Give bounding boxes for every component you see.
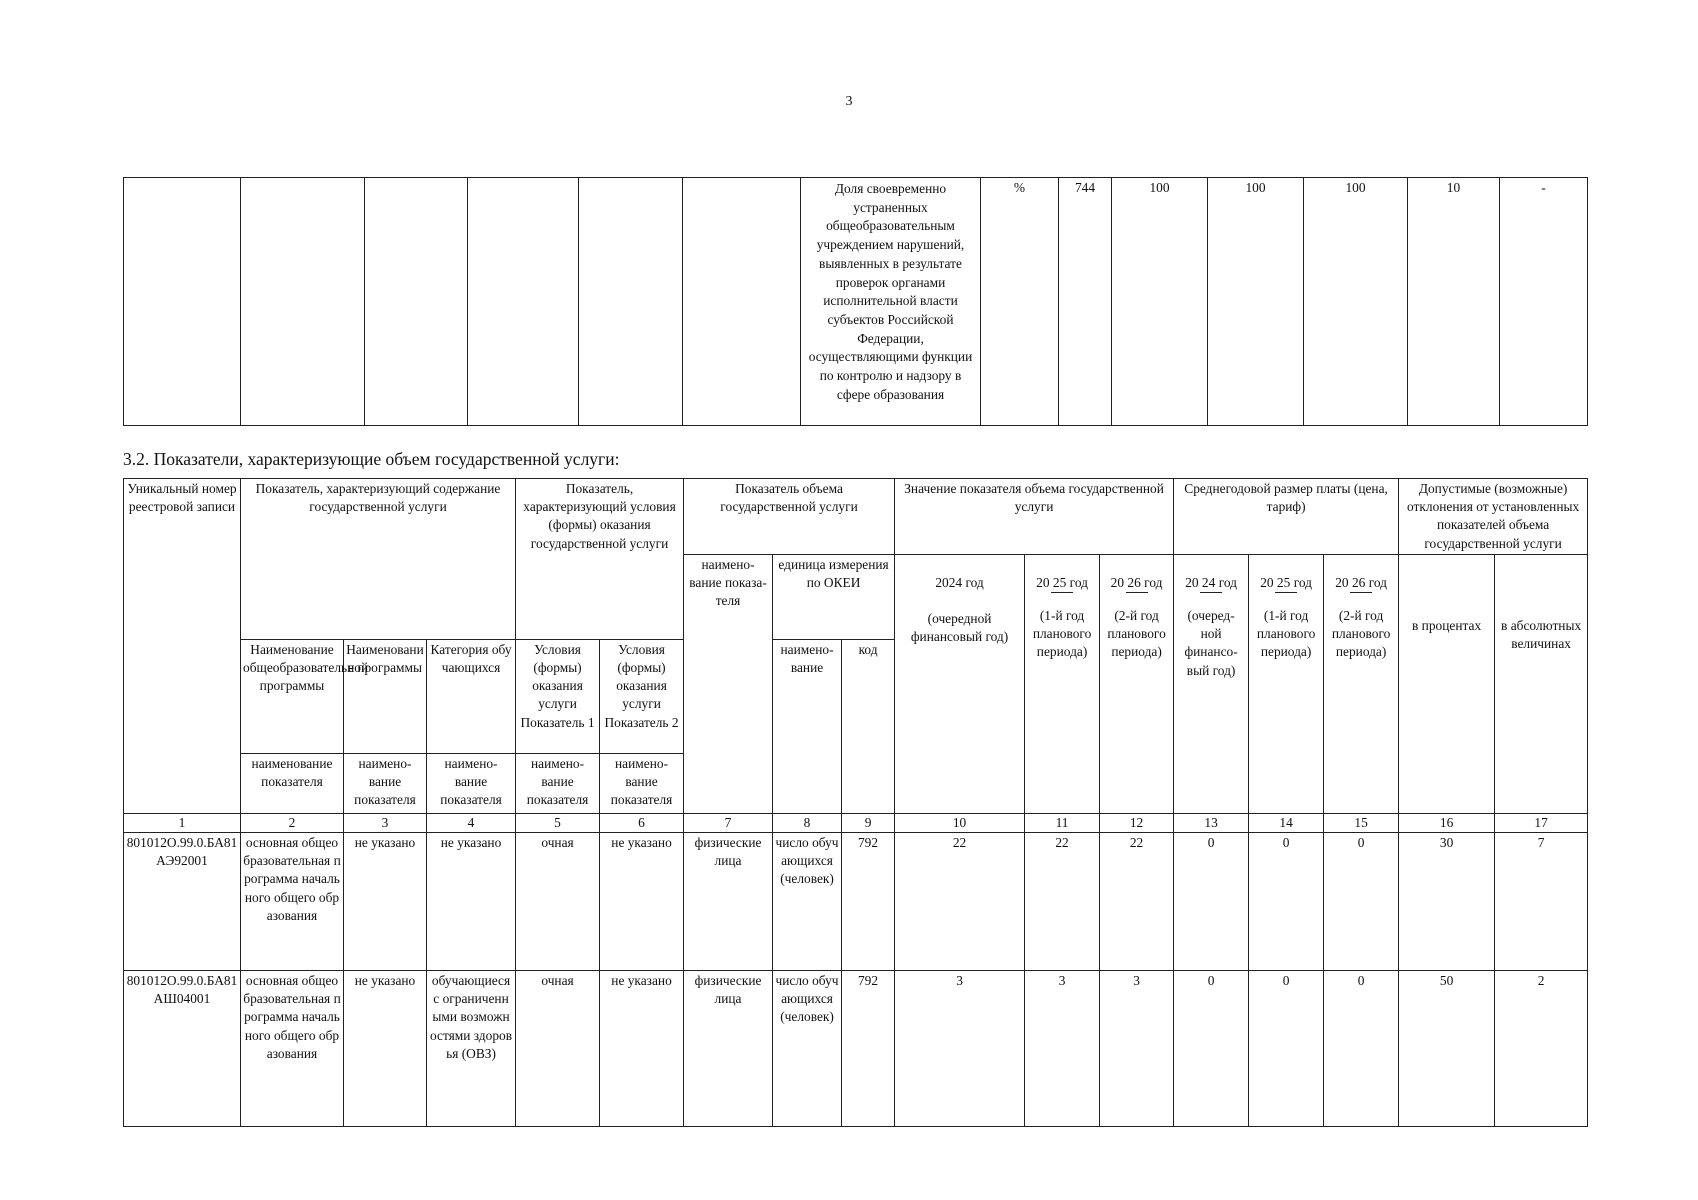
underline-mark [1051,592,1073,593]
condition-2: не указано [600,971,684,1127]
year-2024-sub: (очередной финансовый год) [910,611,1009,645]
header-indicator-name-5: наимено- вание показателя [516,753,600,813]
header-unit-okei: единица измерения по ОКЕИ [773,554,895,639]
column-number: 1 [124,813,241,832]
category: обучающиеся с ограниченными возможностями здоровья (ОВЗ) [427,971,516,1127]
program-name: основная общеобразовательная программа начального общего образования [241,971,344,1127]
column-number: 3 [344,813,427,832]
fee-2025-sub: (1-й год планового периода) [1256,608,1316,660]
header-year-2026 [1100,554,1174,813]
unit-code: 792 [842,833,895,971]
empty-cell [579,178,683,426]
quality-code: 744 [1059,178,1112,426]
year-2025-label: 20 25 [1036,574,1067,590]
table-row [124,833,1588,971]
quality-deviation-absolute: - [1500,178,1588,426]
header-avg-fee: Среднегодовой размер платы (цена, тариф) [1174,479,1399,555]
page-number: 3 [845,94,853,109]
column-number: 17 [1495,813,1588,832]
section-title: 3.2. Показатели, характеризующие объем государственной услуги: [123,449,620,469]
header-program-name-2: Наименование программы [344,639,427,753]
condition-1: очная [516,833,600,971]
underline-mark [1126,592,1148,593]
fee-2025-suffix: год [1293,574,1312,590]
header-indicator-name-2: наименование показателя [241,753,344,813]
condition-2: не указано [600,833,684,971]
column-number: 5 [516,813,600,832]
header-in-absolute: в абсолютных величинах [1495,554,1588,813]
header-conditions-indicator: Показатель, характеризующий условия (формы) оказания государственной услуги [516,479,684,640]
header-volume-indicator: Показатель объема государственной услуги [684,479,895,555]
column-number: 15 [1324,813,1399,832]
header-in-percent: в процентах [1399,554,1495,813]
column-number: 13 [1174,813,1249,832]
fee-2025: 0 [1249,971,1324,1127]
fee-2025-label: 20 25 [1260,574,1291,590]
column-number: 11 [1025,813,1100,832]
year-2025-sub: (1-й год планового периода) [1032,608,1092,660]
column-number: 6 [600,813,684,832]
fee-2024-sub: (очеред- ной финансо- вый год) [1184,608,1238,678]
header-content-indicator: Показатель, характеризующий содержание государственной услуги [241,479,516,640]
deviation-percent: 50 [1399,971,1495,1127]
header-indicator-name-4: наимено- вание показателя [427,753,516,813]
quality-value-2026: 100 [1304,178,1408,426]
header-fee-2026 [1324,554,1399,813]
value-2025: 3 [1025,971,1100,1127]
header-unit-code: код [842,639,895,813]
indicator-name: физические лица [684,833,773,971]
header-unique-number: Уникальный номер реестровой записи [124,479,241,814]
quality-unit: % [981,178,1059,426]
header-indicator-name-6: наимено- вание показателя [600,753,684,813]
column-number: 12 [1100,813,1174,832]
year-2026-label: 20 26 [1110,574,1141,590]
empty-cell [241,178,365,426]
year-2025-suffix: год [1069,574,1088,590]
header-year-2025 [1025,554,1100,813]
program-name: основная общеобразовательная программа начального общего образования [241,833,344,971]
column-number: 14 [1249,813,1324,832]
header-year-2024 [895,554,1025,813]
header-unit-name: наимено- вание [773,639,842,813]
value-2026: 22 [1100,833,1174,971]
column-number: 4 [427,813,516,832]
header-fee-2025 [1249,554,1324,813]
column-number: 9 [842,813,895,832]
fee-2026-label: 20 26 [1335,574,1366,590]
value-2024: 22 [895,833,1025,971]
column-number: 7 [684,813,773,832]
header-category: Категория обучающихся [427,639,516,753]
underline-mark [1200,592,1222,593]
registry-id: 801012О.99.0.БА81АЭ92001 [124,833,241,971]
fee-2026-suffix: год [1368,574,1387,590]
fee-2024-label: 20 24 [1185,574,1216,590]
underline-mark [1275,592,1297,593]
underline-mark [1350,592,1372,593]
header-condition-2: Условия (формы) оказания услуги Показатель 2 [600,639,684,753]
column-number: 2 [241,813,344,832]
registry-id: 801012О.99.0.БА81АШ04001 [124,971,241,1127]
unit-code: 792 [842,971,895,1127]
empty-cell [468,178,579,426]
quality-value-2025: 100 [1208,178,1304,426]
year-2026-suffix: год [1144,574,1163,590]
category: не указано [427,833,516,971]
fee-2026: 0 [1324,971,1399,1127]
header-volume-value: Значение показателя объема государственной услуги [895,479,1174,555]
indicator-name: физические лица [684,971,773,1127]
deviation-percent: 30 [1399,833,1495,971]
header-row-1 [124,479,1588,555]
quality-table-continuation [123,177,1588,426]
header-program-name: Наименование общеобразовательной программы [241,639,344,753]
quality-indicator-name: Доля своевременно устраненных общеобразовательным учреждением нарушений, выявленных в результате проверок органами исполнительной власти субъектов Российской Федерации, осуществляющими функции по контролю и надзору в сфере образования [801,178,981,426]
quality-row [124,178,1588,426]
empty-cell [365,178,468,426]
deviation-absolute: 7 [1495,833,1588,971]
program-name-2: не указано [344,971,427,1127]
empty-cell [124,178,241,426]
unit-name: число обучающихся (человек) [773,971,842,1127]
value-2025: 22 [1025,833,1100,971]
fee-2025: 0 [1249,833,1324,971]
volume-table [123,478,1588,1127]
header-fee-2024 [1174,554,1249,813]
header-indicator-name-3: наимено- вание показателя [344,753,427,813]
fee-2024-suffix: год [1218,574,1237,590]
year-2024-label: 2024 год [935,574,984,590]
deviation-absolute: 2 [1495,971,1588,1127]
value-2026: 3 [1100,971,1174,1127]
column-numbers-row [124,813,1588,832]
column-number: 16 [1399,813,1495,832]
unit-name: число обучающихся (человек) [773,833,842,971]
column-number: 10 [895,813,1025,832]
year-2026-sub: (2-й год планового периода) [1107,608,1166,660]
header-indicator-name: наимено- вание показа- теля [684,554,773,813]
empty-cell [683,178,801,426]
program-name-2: не указано [344,833,427,971]
quality-deviation-percent: 10 [1408,178,1500,426]
column-number: 8 [773,813,842,832]
table-row [124,971,1588,1127]
fee-2024: 0 [1174,971,1249,1127]
header-condition-1: Условия (формы) оказания услуги Показатель 1 [516,639,600,753]
value-2024: 3 [895,971,1025,1127]
quality-value-2024: 100 [1112,178,1208,426]
condition-1: очная [516,971,600,1127]
fee-2024: 0 [1174,833,1249,971]
fee-2026-sub: (2-й год планового периода) [1331,608,1391,660]
header-deviation: Допустимые (возможные) отклонения от установленных показателей объема государственной услуги [1399,479,1588,555]
fee-2026: 0 [1324,833,1399,971]
